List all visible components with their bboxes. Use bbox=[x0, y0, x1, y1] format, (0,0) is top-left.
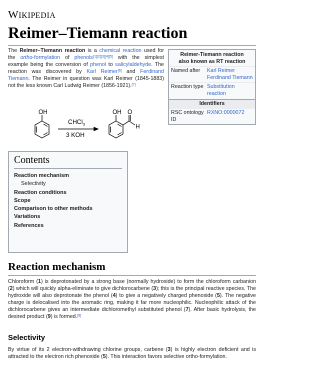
text-run: . The reaction was discovered by bbox=[8, 62, 164, 76]
text-run: ) to give a negatively charged phenoxide ( bbox=[115, 293, 217, 300]
text-run: ) is deprotonated by a strong base (normally hydroxide) to form the chloroform carbanion ( bbox=[8, 279, 257, 293]
text-run: ). The negative charge is delocalised into the aromatic ring, making it far more nucleophilic. Nucleophilic attack of the dichlorocarbene gives an intermediate dichloromethyl substituted phenol ( bbox=[8, 293, 256, 314]
toc-title: Contents bbox=[14, 155, 50, 166]
text-run: ) which will quickly alpha-eliminate to give dichlorocarbene ( bbox=[12, 286, 154, 293]
inline-link[interactable]: Ferdinand Tiemann bbox=[8, 69, 164, 83]
infobox-title bbox=[169, 50, 255, 66]
bold-text: 5 bbox=[216, 293, 220, 300]
text-run: with the simplest example being the conversion of bbox=[8, 55, 164, 69]
toc-divider bbox=[14, 168, 122, 169]
toc-item-scope[interactable]: Scope bbox=[14, 197, 31, 204]
toc-item-references[interactable]: References bbox=[14, 222, 44, 229]
citation[interactable]: [1][2][3][4][5] bbox=[92, 54, 113, 59]
mechanism-paragraph bbox=[8, 279, 256, 321]
bold-text: 5 bbox=[102, 354, 106, 361]
bold-text: 9 bbox=[47, 314, 51, 321]
logo-wordmark: Wikipedia bbox=[8, 9, 56, 21]
bold-text: 3 bbox=[167, 347, 171, 353]
salicylaldehyde-structure bbox=[109, 115, 135, 138]
bold-text: Reimer–Tiemann reaction bbox=[19, 48, 86, 54]
reaction-arrow bbox=[58, 127, 98, 130]
lead-text bbox=[8, 48, 164, 90]
product-ring bbox=[109, 121, 123, 138]
infobox-key: Named after bbox=[171, 68, 201, 75]
text-run: ) is highly electron deficient and is attracted to the electron rich phenoxide ( bbox=[8, 347, 256, 361]
infobox-key: Reaction type bbox=[171, 84, 204, 91]
inline-link[interactable]: phenols bbox=[74, 55, 93, 62]
text-run: ); this is the principal reactive species. The hydroxide will also deprotonate the phenol ( bbox=[8, 286, 256, 300]
infobox-value[interactable]: Substitution reaction bbox=[207, 84, 235, 97]
bold-text: 2 bbox=[9, 286, 13, 293]
citation[interactable]: [7] bbox=[131, 82, 136, 87]
text-run: . The Reimer in question was Karl Reimer (1845-1883) not the less known Carl Ludwig Reimer (1856-1921). bbox=[8, 76, 164, 90]
toc-item-variations[interactable]: Variations bbox=[14, 214, 41, 221]
inline-link[interactable]: phenol bbox=[90, 62, 107, 69]
infobox-title-text: Reimer-Tiemann reaction bbox=[180, 52, 244, 58]
text-run: to bbox=[106, 62, 116, 69]
bold-text: 3 bbox=[153, 286, 157, 293]
section-heading-mechanism: Reaction mechanism bbox=[8, 261, 106, 273]
infobox-value[interactable]: Karl Reimer Ferdinand Tiemann bbox=[207, 68, 253, 81]
infobox bbox=[168, 49, 256, 125]
infobox-subtitle: also known as RT reaction bbox=[178, 58, 246, 65]
title-divider bbox=[8, 45, 256, 46]
bold-text: 4 bbox=[112, 293, 116, 300]
toc-item-comparison[interactable]: Comparison to other methods bbox=[14, 206, 93, 213]
page-title: Reimer–Tiemann reaction bbox=[8, 25, 188, 42]
text-run: is a bbox=[85, 48, 100, 54]
text-run: of bbox=[60, 55, 75, 62]
text-run: ). This interaction favors selective ortho-formylation. bbox=[105, 354, 227, 361]
inline-link[interactable]: ortho bbox=[20, 55, 33, 62]
infobox-key: RSC ontology ID bbox=[171, 110, 204, 123]
reagent-koh: 3 KOH bbox=[66, 132, 85, 139]
phenol-structure bbox=[35, 115, 49, 138]
inline-link[interactable]: Karl Reimer bbox=[86, 69, 118, 76]
infobox-identifiers-header: Identifiers bbox=[169, 99, 255, 109]
inline-link[interactable]: salicylaldehyde bbox=[115, 62, 152, 69]
phenol-ring bbox=[35, 121, 49, 138]
infobox-value[interactable]: RXNO:0000072 bbox=[207, 110, 245, 117]
citation[interactable]: [8] bbox=[77, 313, 82, 318]
inline-link[interactable]: -formylation bbox=[32, 55, 61, 62]
reagent-chloroform: CHCl$_3$ bbox=[68, 119, 86, 127]
text-run: ) is formed. bbox=[50, 314, 78, 321]
bold-text: 7 bbox=[185, 307, 189, 314]
reaction-scheme bbox=[8, 107, 164, 151]
product-h-label: H bbox=[135, 124, 140, 131]
text-run: used for the bbox=[8, 48, 165, 62]
citation[interactable]: [6] bbox=[117, 68, 122, 73]
selectivity-paragraph bbox=[8, 347, 256, 361]
product-o-label: O bbox=[127, 110, 133, 116]
text-run: By virtue of its 2 electron-withdrawing chlorine groups, carbene ( bbox=[8, 347, 168, 353]
text-run: and bbox=[121, 69, 141, 76]
subsection-heading-selectivity: Selectivity bbox=[8, 333, 46, 342]
infobox-row-rsc-ontology bbox=[169, 108, 255, 124]
text-run: The bbox=[8, 48, 20, 54]
wikipedia-logo[interactable] bbox=[8, 8, 56, 22]
lead-paragraph bbox=[8, 48, 164, 90]
infobox-row-named-after bbox=[169, 66, 255, 82]
table-of-contents bbox=[8, 151, 128, 253]
toc-item-selectivity[interactable]: Selectivity bbox=[21, 181, 46, 188]
toc-item-reaction-mechanism[interactable]: Reaction mechanism bbox=[14, 173, 70, 179]
product-oh-label: OH bbox=[112, 110, 122, 116]
inline-link[interactable]: chemical reaction bbox=[99, 48, 142, 54]
phenol-oh-label: OH bbox=[38, 110, 48, 116]
section-divider bbox=[8, 275, 256, 276]
text-run: Chloroform ( bbox=[8, 279, 38, 285]
bold-text: 1 bbox=[38, 279, 41, 285]
text-run: ). After basic hydrolysis, the desired product ( bbox=[8, 307, 257, 321]
toc-item-reaction-conditions[interactable]: Reaction conditions bbox=[14, 189, 67, 196]
infobox-row-reaction-type bbox=[169, 82, 255, 98]
